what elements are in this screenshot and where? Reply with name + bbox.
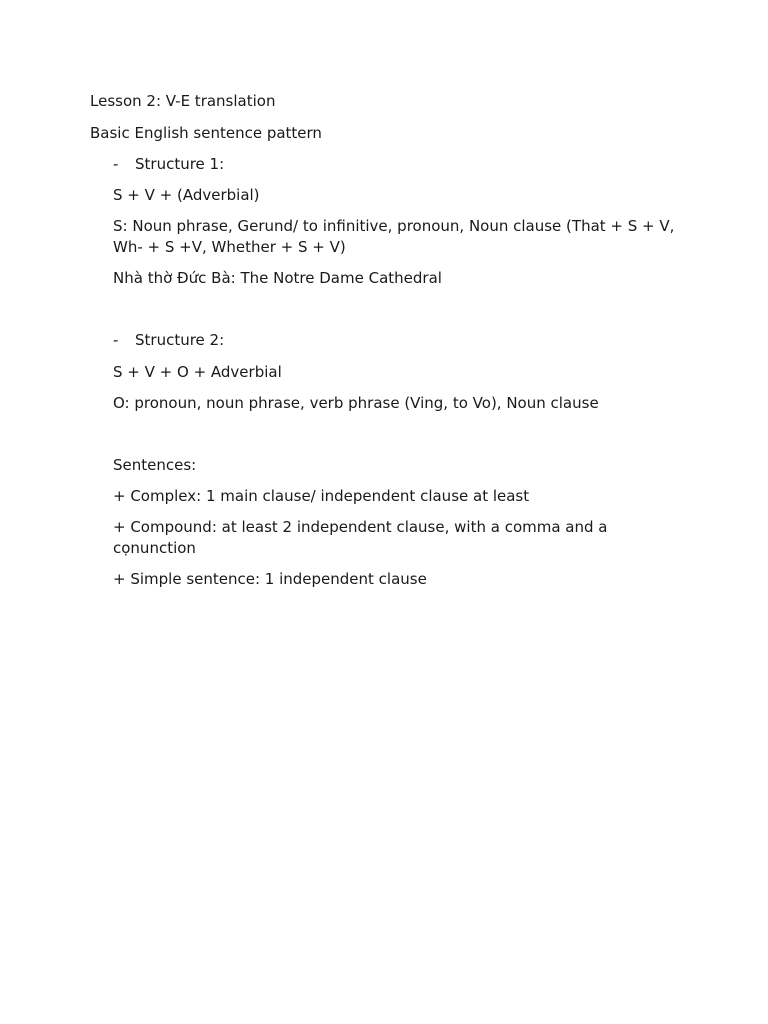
structure2-formula: S + V + O + Adverbial xyxy=(113,363,282,381)
sentences-compound-line1: + Compound: at least 2 independent clause, with a comma and a xyxy=(113,518,608,536)
structure1-subject-line2: Wh- + S +V, Whether + S + V) xyxy=(113,238,346,256)
sentences-complex: + Complex: 1 main clause/ independent clause at least xyxy=(113,487,530,505)
structure1-subject-line1: S: Noun phrase, Gerund/ to infinitive, pronoun, Noun clause (That + S + V, xyxy=(113,217,675,235)
bullet-dash: - xyxy=(113,155,119,173)
section-title: Basic English sentence pattern xyxy=(90,124,322,142)
sentences-compound-line2: cọnunction xyxy=(113,539,196,557)
structure2-heading: Structure 2: xyxy=(135,331,225,349)
sentences-simple: + Simple sentence: 1 independent clause xyxy=(113,570,427,588)
lesson-title: Lesson 2: V-E translation xyxy=(90,92,276,110)
structure1-heading: Structure 1: xyxy=(135,155,225,173)
bullet-dash: - xyxy=(113,331,119,349)
structure1-example: Nhà thờ Đức Bà: The Notre Dame Cathedral xyxy=(113,269,442,287)
sentences-heading: Sentences: xyxy=(113,456,197,474)
structure2-object-def: O: pronoun, noun phrase, verb phrase (Ving, to Vo), Noun clause xyxy=(113,394,599,412)
structure1-formula: S + V + (Adverbial) xyxy=(113,186,260,204)
